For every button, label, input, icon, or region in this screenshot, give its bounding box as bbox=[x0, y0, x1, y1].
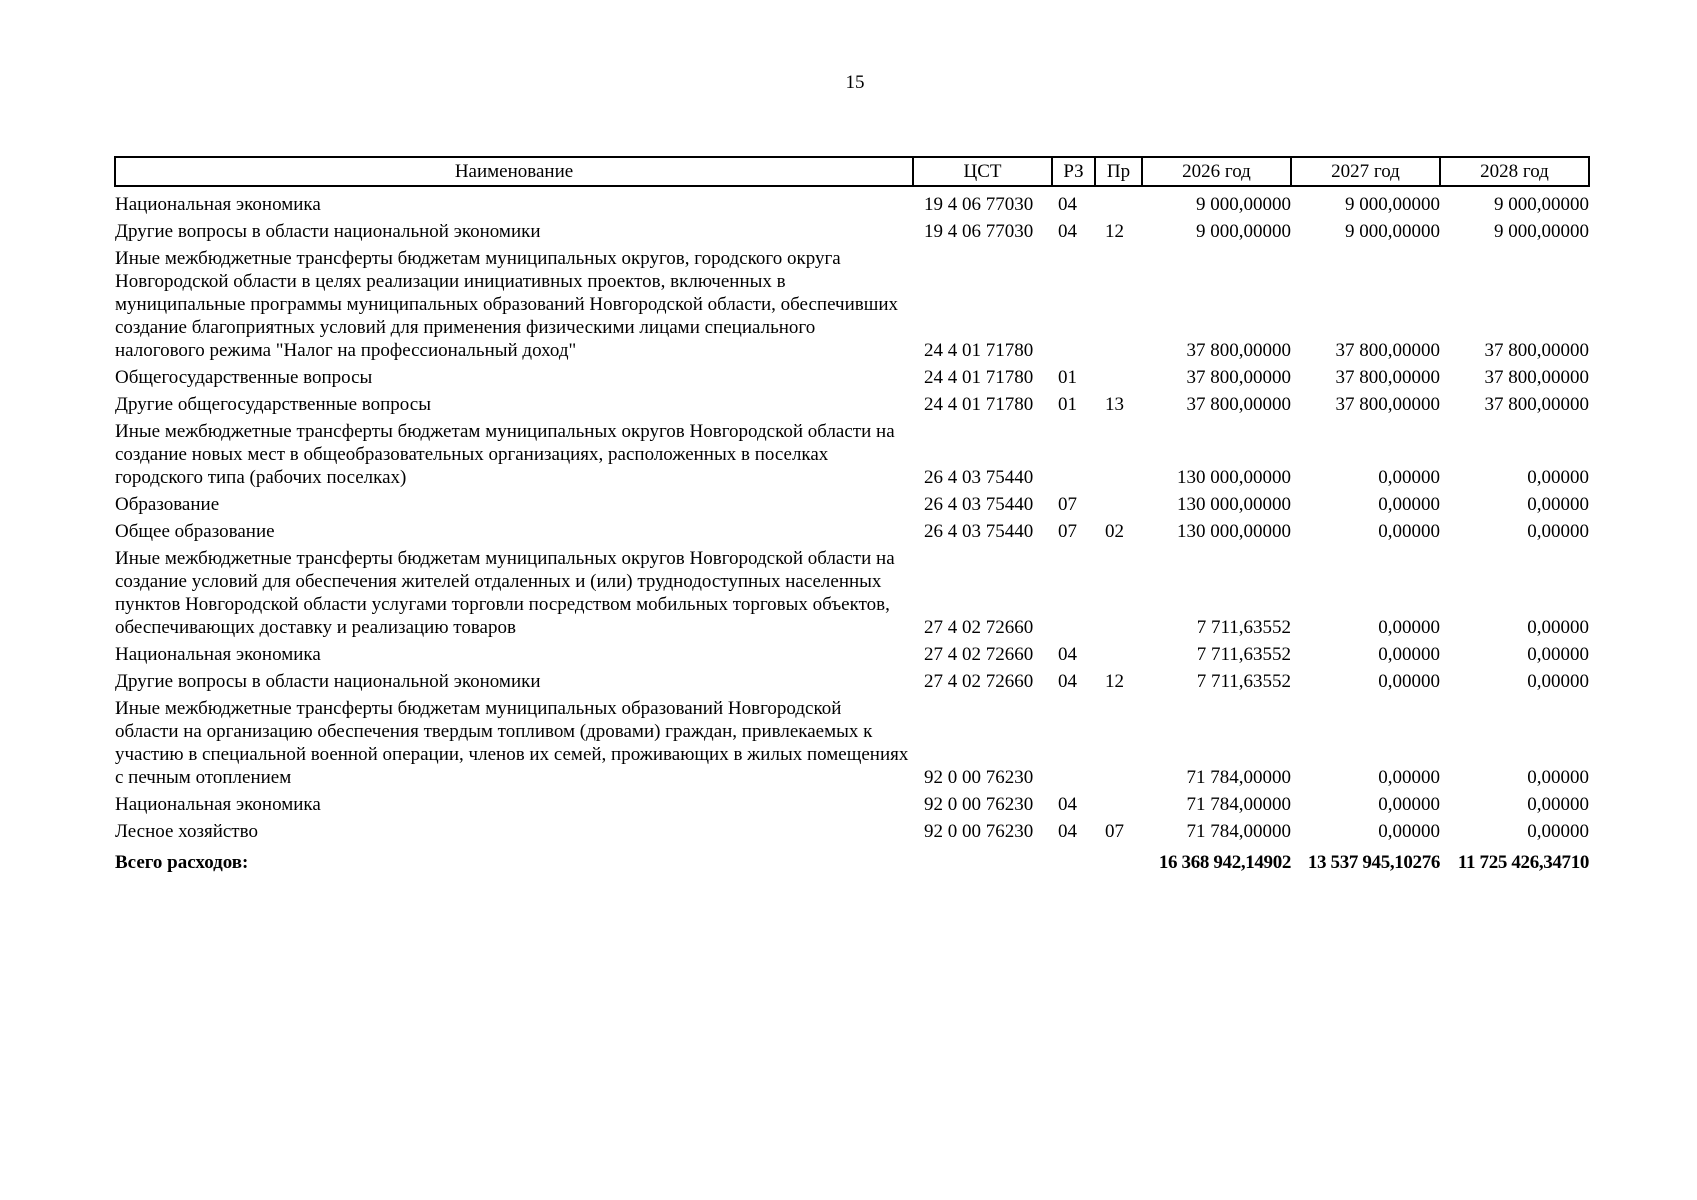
table-row bbox=[115, 364, 1589, 391]
row-cst: 27 4 02 72660 bbox=[924, 617, 1034, 638]
table-row bbox=[115, 668, 1589, 695]
row-2028: 0,00000 bbox=[1527, 821, 1589, 842]
total-2028: 11 725 426,34710 bbox=[1457, 852, 1589, 873]
table-row bbox=[115, 818, 1589, 845]
table-row bbox=[115, 545, 1589, 641]
row-pr bbox=[1095, 545, 1142, 641]
row-pr: 12 bbox=[1105, 221, 1124, 242]
row-rz: 07 bbox=[1058, 521, 1077, 542]
row-pr: 12 bbox=[1105, 671, 1124, 692]
row-2027: 0,00000 bbox=[1378, 521, 1440, 542]
row-2027: 9 000,00000 bbox=[1345, 221, 1440, 242]
row-2026: 37 800,00000 bbox=[1186, 394, 1291, 415]
row-2026: 130 000,00000 bbox=[1177, 467, 1291, 488]
header-2027: 2027 год bbox=[1291, 157, 1440, 186]
row-pr bbox=[1095, 186, 1142, 218]
row-2028: 0,00000 bbox=[1527, 521, 1589, 542]
row-rz: 04 bbox=[1058, 671, 1077, 692]
row-2028: 0,00000 bbox=[1527, 794, 1589, 815]
header-cst: ЦСТ bbox=[913, 157, 1052, 186]
table-row bbox=[115, 218, 1589, 245]
row-2026: 7 711,63552 bbox=[1196, 671, 1291, 692]
row-name: Другие общегосударственные вопросы bbox=[115, 394, 431, 415]
table-body bbox=[115, 186, 1589, 876]
header-rz: РЗ bbox=[1052, 157, 1095, 186]
total-row bbox=[115, 845, 1589, 876]
row-name: Образование bbox=[115, 494, 220, 515]
row-cst: 24 4 01 71780 bbox=[924, 340, 1034, 361]
row-2028: 0,00000 bbox=[1527, 767, 1589, 788]
row-cst: 26 4 03 75440 bbox=[924, 521, 1034, 542]
header-2028: 2028 год bbox=[1440, 157, 1589, 186]
row-pr: 02 bbox=[1105, 521, 1124, 542]
row-name: Общее образование bbox=[115, 521, 275, 542]
row-rz: 01 bbox=[1058, 367, 1077, 388]
row-2027: 0,00000 bbox=[1378, 617, 1440, 638]
row-2027: 37 800,00000 bbox=[1335, 367, 1440, 388]
budget-table bbox=[114, 156, 1590, 876]
row-rz bbox=[1052, 695, 1095, 791]
row-name: Иные межбюджетные трансферты бюджетам муниципальных округов, городского округа Новгородской области в целях реализации инициативных проектов, включенных в муниципальные программы муниципальных образований Новгородской области, обеспечивших создание благоприятных условий для применения физическими лицами специального налогового режима "Налог на профессиональный доход" bbox=[115, 248, 899, 361]
row-name: Другие вопросы в области национальной экономики bbox=[115, 221, 541, 242]
table-header-row bbox=[115, 157, 1589, 186]
table-row bbox=[115, 418, 1589, 491]
row-cst: 27 4 02 72660 bbox=[924, 644, 1034, 665]
row-2026: 71 784,00000 bbox=[1186, 767, 1291, 788]
row-rz bbox=[1052, 545, 1095, 641]
row-cst: 19 4 06 77030 bbox=[924, 221, 1034, 242]
row-pr: 13 bbox=[1105, 394, 1124, 415]
table-row bbox=[115, 245, 1589, 364]
total-empty-pr bbox=[1095, 845, 1142, 876]
total-empty-cst bbox=[913, 845, 1052, 876]
row-2028: 0,00000 bbox=[1527, 467, 1589, 488]
row-pr bbox=[1095, 364, 1142, 391]
row-2028: 37 800,00000 bbox=[1484, 367, 1589, 388]
row-2026: 9 000,00000 bbox=[1196, 194, 1291, 215]
table-row bbox=[115, 491, 1589, 518]
row-pr bbox=[1095, 791, 1142, 818]
total-empty-rz bbox=[1052, 845, 1095, 876]
row-2026: 71 784,00000 bbox=[1186, 794, 1291, 815]
page-number: 15 bbox=[845, 72, 865, 93]
header-pr: Пр bbox=[1095, 157, 1142, 186]
row-rz bbox=[1052, 245, 1095, 364]
table-row bbox=[115, 391, 1589, 418]
row-name: Национальная экономика bbox=[115, 794, 321, 815]
row-2026: 7 711,63552 bbox=[1196, 617, 1291, 638]
row-2027: 0,00000 bbox=[1378, 671, 1440, 692]
row-2027: 0,00000 bbox=[1378, 767, 1440, 788]
row-2028: 37 800,00000 bbox=[1484, 394, 1589, 415]
row-rz: 04 bbox=[1058, 194, 1077, 215]
row-cst: 92 0 00 76230 bbox=[924, 794, 1034, 815]
row-2027: 0,00000 bbox=[1378, 821, 1440, 842]
row-name: Иные межбюджетные трансферты бюджетам муниципальных образований Новгородской области на организацию обеспечения твердым топливом (дровами) граждан, привлекаемых к участию в специальной военной операции, членов их семей, проживающих в жилых помещениях с печным отоплением bbox=[115, 698, 909, 788]
row-rz: 04 bbox=[1058, 794, 1077, 815]
row-2027: 0,00000 bbox=[1378, 467, 1440, 488]
row-name: Общегосударственные вопросы bbox=[115, 367, 373, 388]
row-cst: 19 4 06 77030 bbox=[924, 194, 1034, 215]
table-row bbox=[115, 641, 1589, 668]
row-2026: 7 711,63552 bbox=[1196, 644, 1291, 665]
row-rz: 07 bbox=[1058, 494, 1077, 515]
row-2026: 130 000,00000 bbox=[1177, 494, 1291, 515]
row-2027: 0,00000 bbox=[1378, 794, 1440, 815]
row-cst: 26 4 03 75440 bbox=[924, 494, 1034, 515]
row-rz: 01 bbox=[1058, 394, 1077, 415]
row-name: Национальная экономика bbox=[115, 194, 321, 215]
row-2027: 37 800,00000 bbox=[1335, 340, 1440, 361]
row-2027: 0,00000 bbox=[1378, 644, 1440, 665]
row-cst: 92 0 00 76230 bbox=[924, 767, 1034, 788]
row-rz bbox=[1052, 418, 1095, 491]
header-2026: 2026 год bbox=[1142, 157, 1291, 186]
table-row bbox=[115, 791, 1589, 818]
row-name: Другие вопросы в области национальной экономики bbox=[115, 671, 541, 692]
row-name: Национальная экономика bbox=[115, 644, 321, 665]
row-pr bbox=[1095, 641, 1142, 668]
total-2027: 13 537 945,10276 bbox=[1307, 852, 1440, 873]
row-2026: 9 000,00000 bbox=[1196, 221, 1291, 242]
row-pr bbox=[1095, 695, 1142, 791]
row-2028: 0,00000 bbox=[1527, 644, 1589, 665]
row-pr: 07 bbox=[1105, 821, 1124, 842]
row-2026: 130 000,00000 bbox=[1177, 521, 1291, 542]
row-2027: 0,00000 bbox=[1378, 494, 1440, 515]
row-name: Лесное хозяйство bbox=[115, 821, 258, 842]
row-2027: 37 800,00000 bbox=[1335, 394, 1440, 415]
row-2026: 37 800,00000 bbox=[1186, 340, 1291, 361]
row-2026: 37 800,00000 bbox=[1186, 367, 1291, 388]
row-2028: 9 000,00000 bbox=[1494, 194, 1589, 215]
table-row bbox=[115, 518, 1589, 545]
total-2026: 16 368 942,14902 bbox=[1158, 852, 1291, 873]
row-2028: 0,00000 bbox=[1527, 671, 1589, 692]
header-name: Наименование bbox=[115, 157, 913, 186]
row-name: Иные межбюджетные трансферты бюджетам муниципальных округов Новгородской области на создание условий для обеспечения жителей отдаленных и (или) труднодоступных населенных пунктов Новгородской области услугами торговли посредством мобильных торговых объектов, обеспечивающих доставку и реализацию товаров bbox=[115, 548, 895, 638]
row-cst: 92 0 00 76230 bbox=[924, 821, 1034, 842]
total-label: Всего расходов: bbox=[115, 852, 249, 873]
row-2028: 0,00000 bbox=[1527, 617, 1589, 638]
row-2026: 71 784,00000 bbox=[1186, 821, 1291, 842]
row-rz: 04 bbox=[1058, 644, 1077, 665]
row-pr bbox=[1095, 245, 1142, 364]
row-2028: 37 800,00000 bbox=[1484, 340, 1589, 361]
row-2028: 9 000,00000 bbox=[1494, 221, 1589, 242]
row-pr bbox=[1095, 491, 1142, 518]
table-row bbox=[115, 186, 1589, 218]
row-rz: 04 bbox=[1058, 221, 1077, 242]
table-row bbox=[115, 695, 1589, 791]
row-2027: 9 000,00000 bbox=[1345, 194, 1440, 215]
row-cst: 27 4 02 72660 bbox=[924, 671, 1034, 692]
row-cst: 26 4 03 75440 bbox=[924, 467, 1034, 488]
row-2028: 0,00000 bbox=[1527, 494, 1589, 515]
row-cst: 24 4 01 71780 bbox=[924, 394, 1034, 415]
row-pr bbox=[1095, 418, 1142, 491]
row-name: Иные межбюджетные трансферты бюджетам муниципальных округов Новгородской области на создание новых мест в общеобразовательных организациях, расположенных в поселках городского типа (рабочих поселках) bbox=[115, 421, 895, 488]
row-cst: 24 4 01 71780 bbox=[924, 367, 1034, 388]
row-rz: 04 bbox=[1058, 821, 1077, 842]
